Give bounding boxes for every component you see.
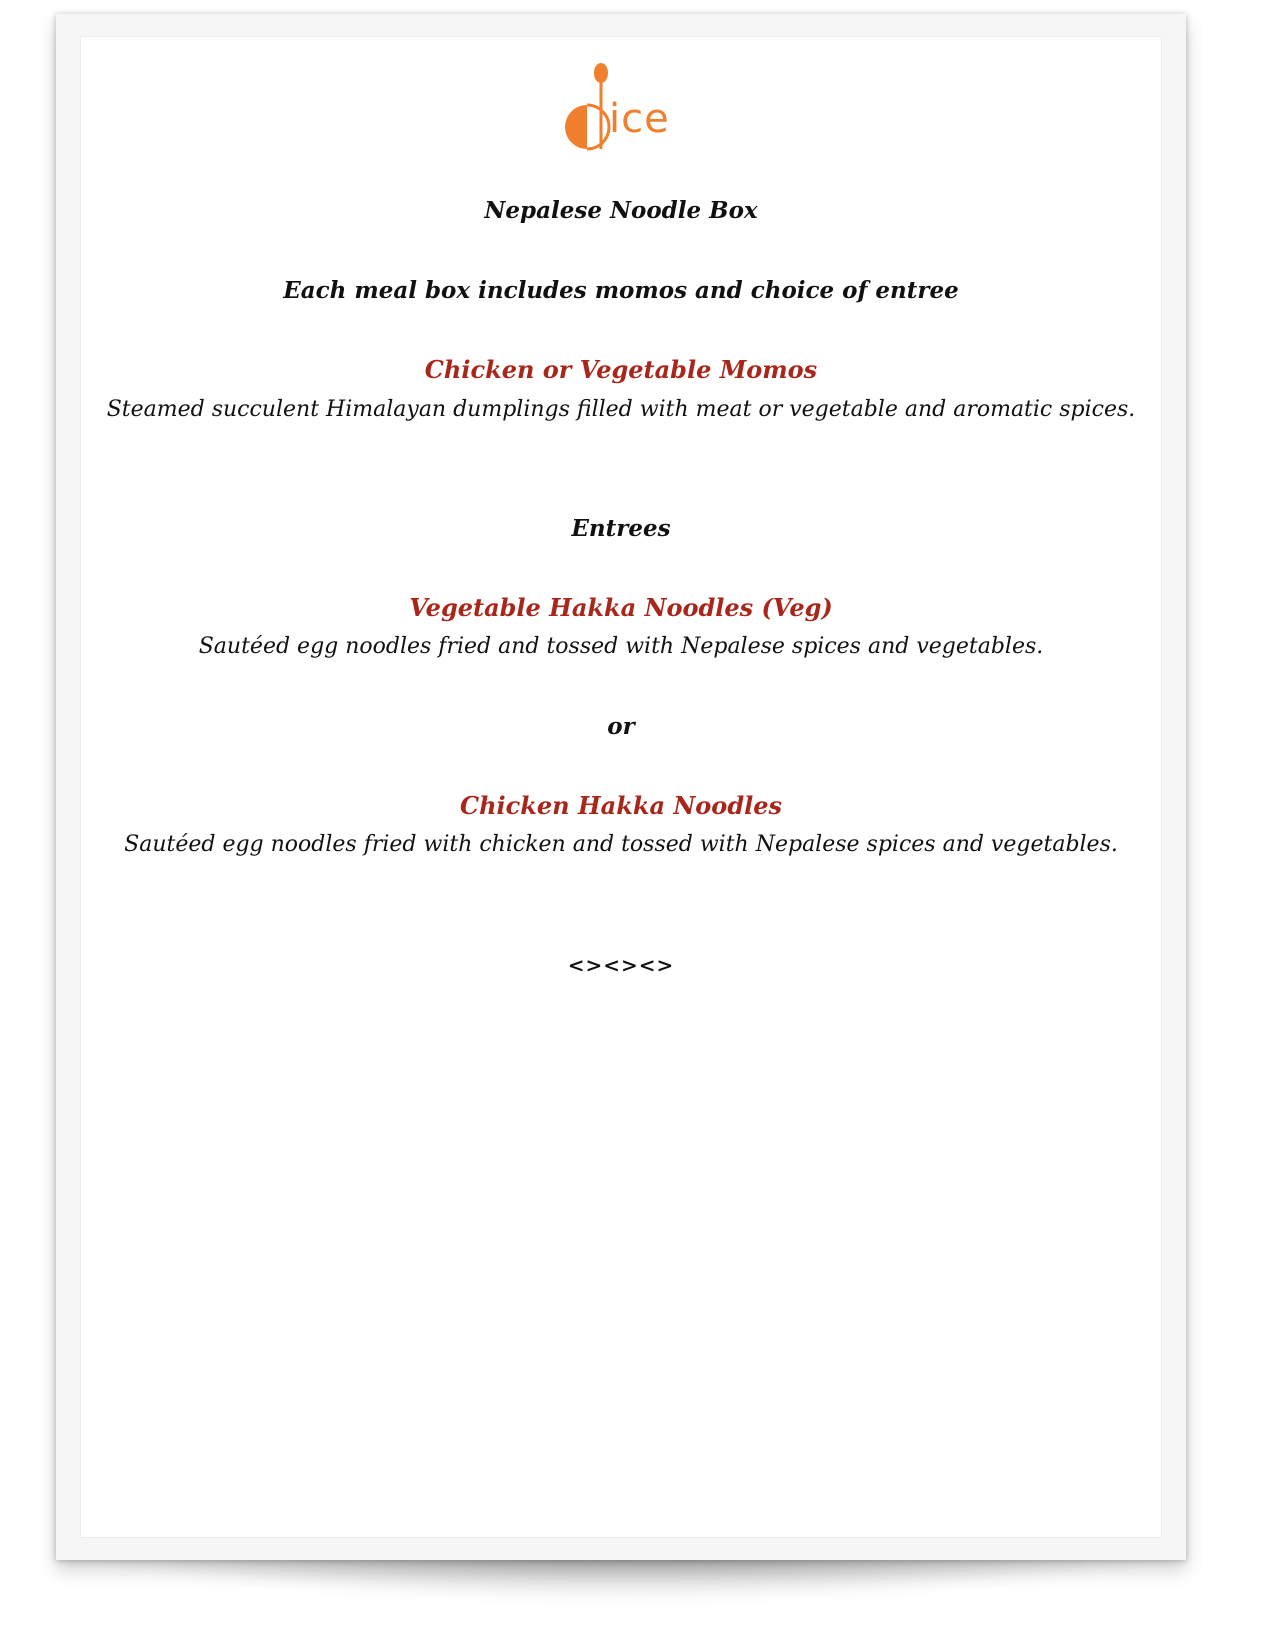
entree-name: Vegetable Hakka Noodles (Veg)	[409, 593, 833, 622]
starter-name: Chicken or Vegetable Momos	[424, 355, 818, 384]
menu-title: Nepalese Noodle Box	[484, 197, 758, 224]
entrees-heading: Entrees	[571, 515, 671, 542]
document-page	[56, 14, 1186, 1560]
entree-description: Sautéed egg noodles fried and tossed with Nepalese spices and vegetables.	[198, 634, 1044, 659]
section-separator: <><><>	[567, 953, 675, 977]
starter-description: Steamed succulent Himalayan dumplings filled with meat or vegetable and aromatic spices.	[106, 397, 1136, 422]
entree-description: Sautéed egg noodles fried with chicken and tossed with Nepalese spices and vegetables.	[124, 832, 1118, 857]
or-divider: or	[607, 713, 635, 740]
menu-subtitle: Each meal box includes momos and choice of entree	[283, 277, 959, 304]
brand-logo	[551, 61, 691, 157]
entree-name: Chicken Hakka Noodles	[459, 791, 782, 820]
logo-wordmark: ice	[609, 96, 670, 142]
page-content-area	[80, 36, 1162, 1538]
